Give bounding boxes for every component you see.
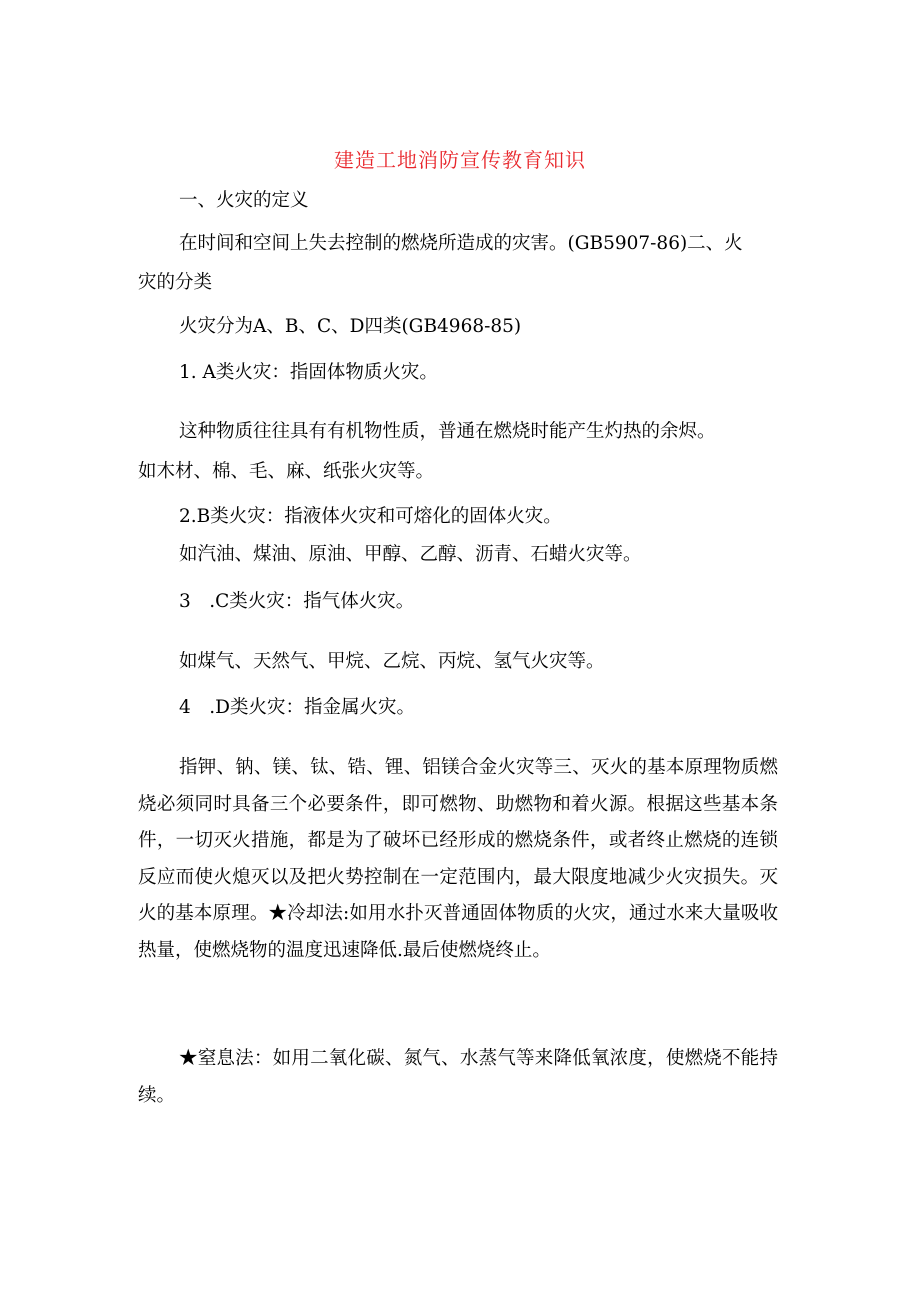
definition-line-1: 在时间和空间上失去控制的燃烧所造成的灾害。(GB5907-86)二、火 bbox=[179, 233, 743, 254]
class-a-description-line-1: 这种物质往往具有有机物性质，普通在燃烧时能产生灼热的余烬。 bbox=[179, 421, 716, 442]
document-title: 建造工地消防宣传教育知识 bbox=[334, 148, 586, 172]
section-heading-fire-definition: 一、火灾的定义 bbox=[179, 190, 309, 211]
class-b-description: 如汽油、煤油、原油、甲醇、乙醇、沥青、石蜡火灾等。 bbox=[179, 544, 642, 565]
class-c-heading: 3 .C类火灾：指气体火灾。 bbox=[179, 591, 415, 612]
class-d-heading: 4 .D类火灾：指金属火灾。 bbox=[179, 697, 415, 718]
class-a-description-line-2: 如木材、棉、毛、麻、纸张火灾等。 bbox=[138, 461, 435, 482]
class-c-description: 如煤气、天然气、甲烷、乙烷、丙烷、氢气火灾等。 bbox=[179, 651, 605, 672]
class-d-and-extinguishing-principles-paragraph: 指钾、钠、镁、钛、锆、锂、铝镁合金火灾等三、灭火的基本原理物质燃烧必须同时具备三个必要条件，即可燃物、助燃物和着火源。根据这些基本条件，一切灭火措施，都是为了破坏已经形成的燃烧条件，或者终止燃烧的连锁反应而使火熄灭以及把火势控制在一定范围内，最大限度地减少火灾损失。灭火的基本原理。★冷却法:如用水扑灭普通固体物质的火灾，通过水来大量吸收热量，使燃烧物的温度迅速降低.最后使燃烧终止。 bbox=[138, 757, 778, 961]
class-a-heading: 1. A类火灾：指固体物质火灾。 bbox=[179, 362, 438, 383]
definition-line-2: 灾的分类 bbox=[138, 272, 213, 293]
class-b-heading: 2.B类火灾：指液体火灾和可熔化的固体火灾。 bbox=[179, 506, 562, 527]
suffocation-method-paragraph: ★窒息法：如用二氧化碳、氮气、水蒸气等来降低氧浓度，使燃烧不能持续。 bbox=[138, 1048, 778, 1106]
classification-intro: 火灾分为A、B、C、D四类(GB4968-85) bbox=[179, 316, 522, 337]
